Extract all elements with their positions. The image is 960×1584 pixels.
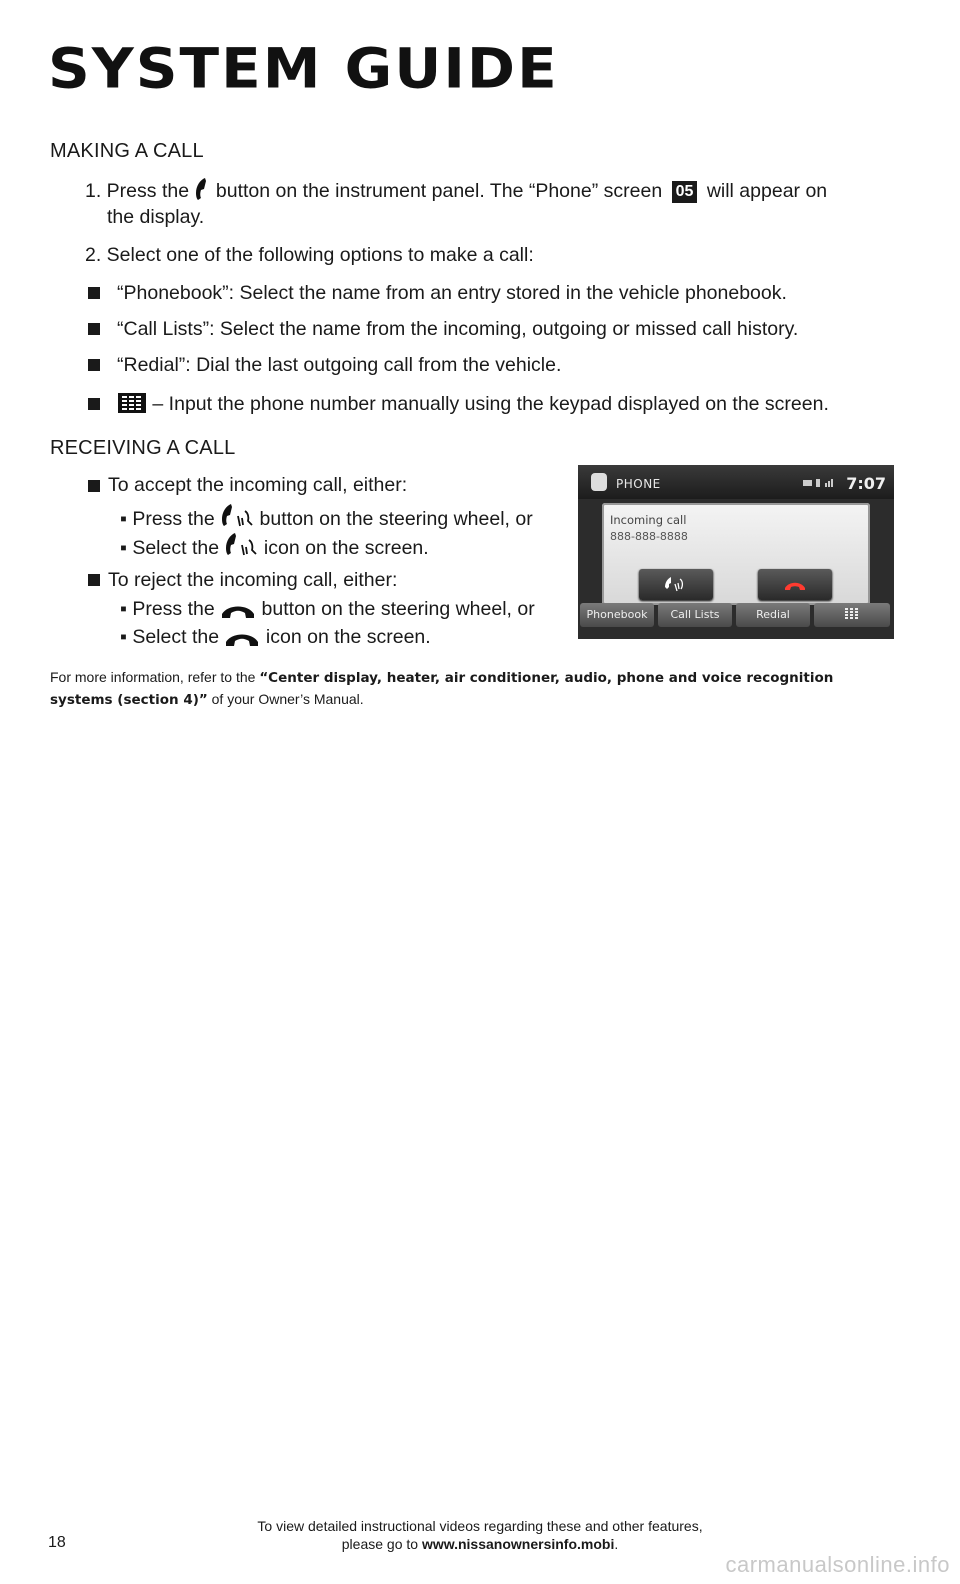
accept-option-1-text-b: button on the steering wheel, or (259, 508, 533, 530)
status-icons (803, 479, 839, 487)
section-heading-making-call: MAKING A CALL (50, 140, 204, 162)
accept-option-1-text-a: ▪ Press the (120, 508, 215, 530)
phone-handset-icon (194, 177, 210, 207)
screen-topbar (578, 465, 894, 499)
step-2: 2. Select one of the following options to make a call: (85, 244, 534, 266)
footer-url-link[interactable]: www.nissanownersinfo.mobi (421, 1536, 615, 1552)
reject-option-1-text-a: ▪ Press the (120, 598, 215, 620)
footer-line-1: To view detailed instructional videos regarding these and other features, (257, 1518, 703, 1534)
footer (0, 1517, 960, 1553)
option-keypad (117, 392, 829, 420)
hang-up-icon (224, 629, 260, 653)
phone-talk-icon (639, 569, 713, 600)
popup-number: 888-888-8888 (610, 530, 688, 543)
page-number: 18 (48, 1534, 66, 1551)
accept-option-2-text-b: icon on the screen. (263, 537, 429, 559)
option-phonebook: “Phonebook”: Select the name from an entry stored in the vehicle phonebook. (117, 282, 787, 304)
phone-talk-icon (220, 503, 254, 535)
popup-title: Incoming call (610, 513, 687, 527)
reject-option-2 (120, 625, 431, 653)
accept-option-2 (120, 532, 429, 564)
footer-line-2-prefix: please go to (341, 1536, 419, 1552)
option-call-lists: “Call Lists”: Select the name from the incoming, outgoing or missed call history. (117, 318, 799, 340)
keypad-icon (117, 392, 147, 420)
footer-line-2-suffix: . (614, 1536, 619, 1552)
bullet-square (88, 323, 100, 335)
screen-ref-badge: 05 (672, 181, 698, 203)
step-1-text-c: will appear on (706, 180, 828, 202)
reject-option-2-text-b: icon on the screen. (265, 626, 431, 648)
footer-line-2 (0, 1535, 960, 1553)
hang-up-icon (758, 569, 832, 600)
bullet-square (88, 398, 100, 410)
option-redial: “Redial”: Dial the last outgoing call from the vehicle. (117, 354, 562, 376)
bullet-square (88, 480, 100, 492)
phone-screen-image (578, 465, 894, 639)
accept-option-2-text-a: ▪ Select the (120, 537, 220, 559)
phone-app-icon (591, 473, 607, 491)
reject-call-button[interactable] (758, 569, 832, 600)
bullet-square (88, 287, 100, 299)
step-1-text-b: button on the instrument panel. The “Phone” screen (215, 180, 663, 202)
step-1-text-a: 1. Press the (85, 180, 190, 202)
screen-clock: 7:07 (846, 474, 886, 493)
tab-redial[interactable]: Redial (736, 603, 810, 627)
screen-tab-bar (580, 603, 892, 627)
watermark: carmanualsonline.info (725, 1552, 950, 1577)
accept-option-1 (120, 503, 533, 535)
section-heading-receiving-call: RECEIVING A CALL (50, 437, 236, 459)
note-suffix: of your Owner’s Manual. (211, 691, 364, 707)
tab-keypad[interactable] (814, 603, 890, 627)
reject-option-1 (120, 597, 535, 625)
reject-option-1-text-b: button on the steering wheel, or (261, 598, 535, 620)
keypad-icon (845, 608, 859, 620)
reject-intro: To reject the incoming call, either: (108, 569, 398, 591)
page-title: SYSTEM GUIDE (48, 36, 559, 101)
screen-title: PHONE (616, 477, 661, 491)
note-prefix: For more information, refer to the (50, 669, 256, 685)
note-manual-section: “Center display, heater, air conditioner, audio, phone and voice recognition systems (section 4)” (50, 670, 834, 708)
accept-intro: To accept the incoming call, either: (108, 474, 408, 496)
bullet-square (88, 574, 100, 586)
step-1-continued: the display. (107, 206, 205, 228)
phone-talk-icon (224, 532, 258, 564)
tab-call-lists[interactable]: Call Lists (658, 603, 732, 627)
reference-note (50, 667, 870, 711)
step-1 (85, 177, 827, 207)
accept-call-button[interactable] (639, 569, 713, 600)
reject-option-2-text-a: ▪ Select the (120, 626, 220, 648)
hang-up-icon (220, 601, 256, 625)
bullet-square (88, 359, 100, 371)
tab-phonebook[interactable]: Phonebook (580, 603, 654, 627)
option-keypad-text: – Input the phone number manually using the keypad displayed on the screen. (152, 393, 829, 415)
